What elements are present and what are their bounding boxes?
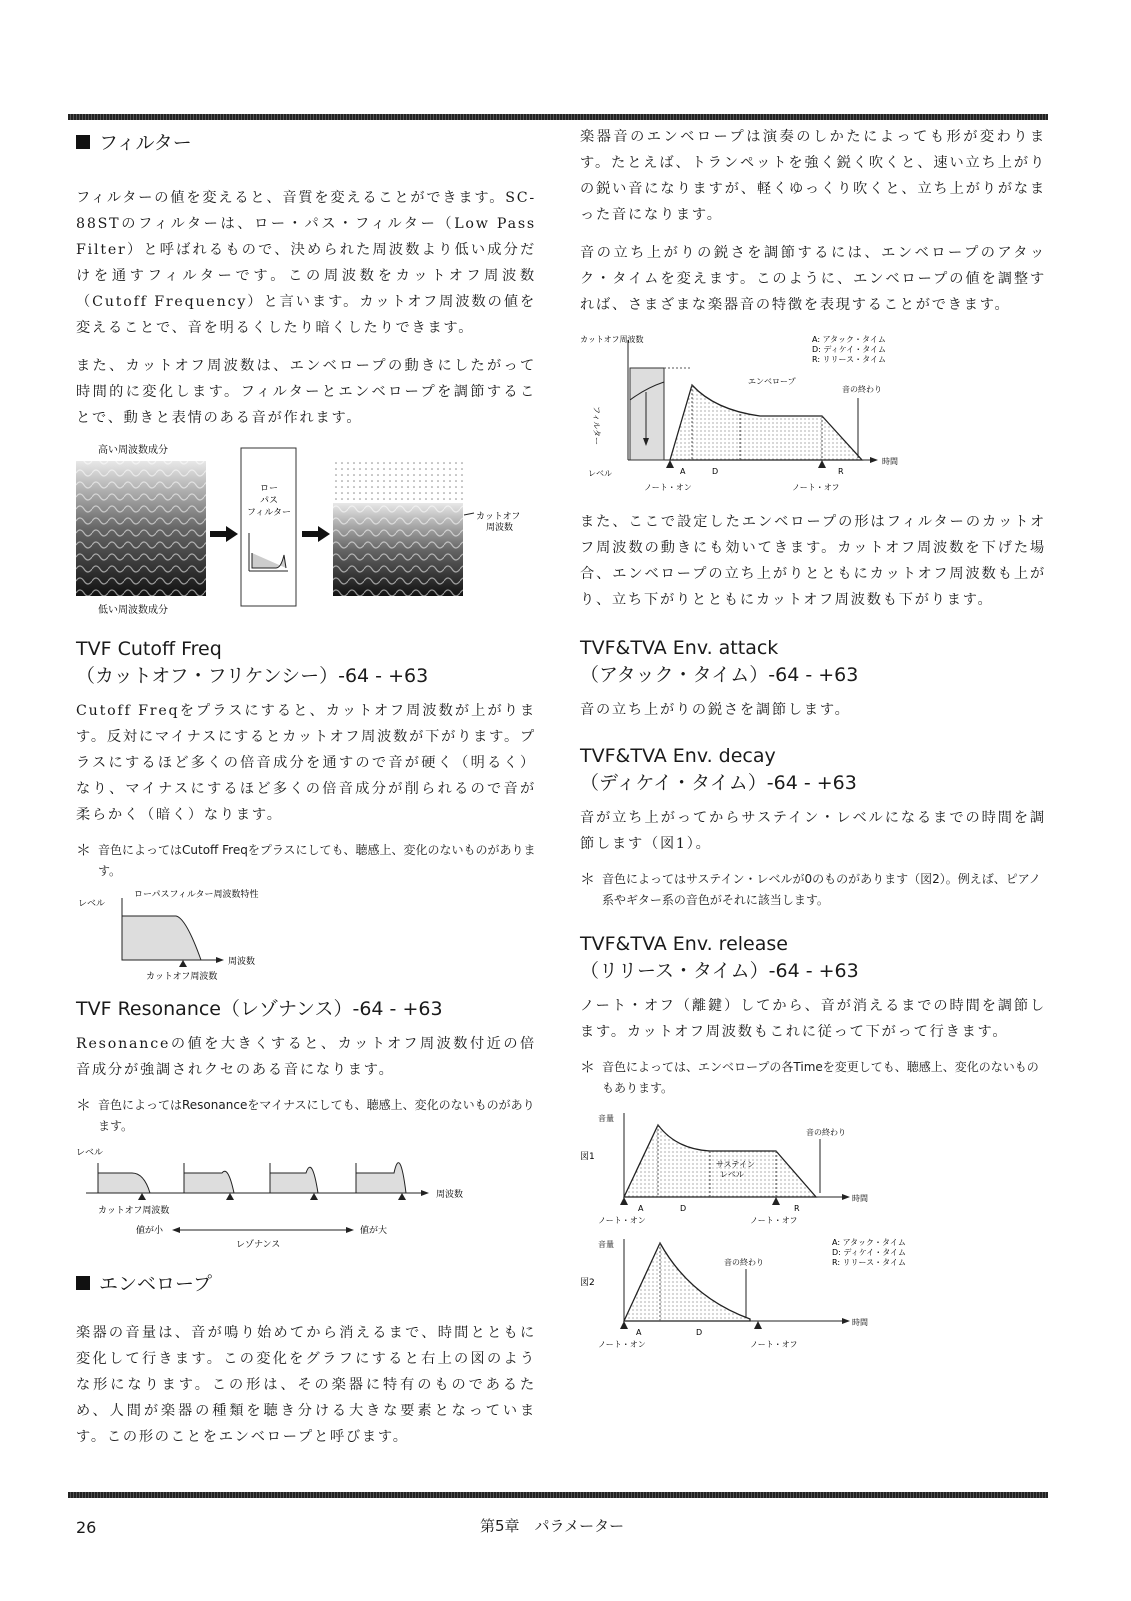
svg-text:レゾナンス: レゾナンス <box>236 1240 281 1250</box>
cutoff-marker-icon <box>179 960 187 967</box>
left-column <box>76 128 536 1462</box>
svg-text:パス: パス <box>259 496 279 506</box>
arrow-icon <box>302 526 330 542</box>
envelope-shape <box>624 1243 750 1321</box>
note-on-marker-icon <box>666 460 674 468</box>
svg-text:D: ディケイ・タイム: D: ディケイ・タイム <box>832 1248 907 1257</box>
response-curve <box>122 916 201 960</box>
page-number: 26 <box>76 1518 97 1537</box>
svg-text:D: D <box>696 1328 703 1337</box>
svg-text:サステイン: サステイン <box>716 1160 755 1169</box>
cutoff-title: TVF Cutoff Freq <box>76 638 222 660</box>
low-freq-label: 低い周波数成分 <box>98 605 168 616</box>
filter-paragraph-1: フィルターの値を変えると、音質を変えることができます。SC-88STのフィルターは、ロー・パス・フィルター（Low Pass Filter）と呼ばれるもので、決められた周波数より低い成分だけを通すフィルターです。この周波数をカットオフ周波数（Cutoff Frequency）と言います。カットオフ周波数の値を変えることで、音を明るくしたり暗くしたりできます。 <box>76 190 536 336</box>
square-bullet-icon <box>76 135 90 149</box>
resonance-note: ＊ 音色によってはResonanceをマイナスにしても、聴感上、変化のないものがあります。 <box>76 1096 535 1133</box>
resonance-figure <box>76 1143 496 1251</box>
envelope-paragraph-3: また、ここで設定したエンベロープの形はフィルターのカットオフ周波数の動きにも効いてきます。カットオフ周波数を下げた場合、エンベロープの立ち上がりとともにカットオフ周波数も上がり、立ち下がりとともにカットオフ周波数も下がります。 <box>580 514 1046 608</box>
envelope-filter-figure <box>580 330 1020 495</box>
svg-text:ノート・オフ: ノート・オフ <box>750 1216 798 1225</box>
filtered-top <box>333 461 463 503</box>
lowpass-response-figure <box>76 888 376 980</box>
svg-text:R: R <box>838 467 844 476</box>
release-note: ＊ 音色によっては、エンベロープの各Timeを変更しても、聴感上、変化のないものもあります。 <box>580 1058 1039 1095</box>
svg-text:D: ディケイ・タイム: D: ディケイ・タイム <box>812 345 887 354</box>
svg-text:カットオフ周波数: カットオフ周波数 <box>98 1206 170 1216</box>
svg-text:レベル: レベル <box>588 469 612 478</box>
svg-text:R: リリース・タイム: R: リリース・タイム <box>832 1258 906 1267</box>
svg-text:図1: 図1 <box>580 1152 595 1162</box>
svg-text:時間: 時間 <box>882 457 898 466</box>
svg-text:値が大: 値が大 <box>360 1226 388 1236</box>
svg-text:カットオフ周波数: カットオフ周波数 <box>146 972 218 980</box>
svg-text:レベル: レベル <box>78 899 106 909</box>
cutoff-paragraph: Cutoff Freqをプラスにすると、カットオフ周波数が上がります。反対にマイナスにするとカットオフ周波数が下がります。プラスにするほど多くの倍音成分を通すので音が硬く（明るく）なり、マイナスにするほど多くの倍音成分が削られるので音が柔らかく（暗く）なります。 <box>76 703 536 823</box>
envelope-paragraph-1: 楽器音のエンベロープは演奏のしかたによっても形が変わります。たとえば、トランペットを強く鋭く吹くと、速い立ち上がりの鋭い音になりますが、軽くゆっくり吹くと、立ち上がりがなまった音になります。 <box>580 129 1046 223</box>
svg-text:音量: 音量 <box>598 1240 614 1249</box>
svg-text:フィルター: フィルター <box>592 406 601 446</box>
arrow-icon <box>210 526 238 542</box>
svg-text:音の終わり: 音の終わり <box>806 1128 846 1137</box>
release-title: TVF&TVA Env. release <box>580 933 788 955</box>
release-subtitle: （リリース・タイム）-64 - +63 <box>580 960 859 982</box>
svg-text:周波数: 周波数 <box>486 523 514 533</box>
envelope-shape <box>670 385 862 460</box>
high-freq-label: 高い周波数成分 <box>98 445 168 456</box>
attack-title: TVF&TVA Env. attack <box>580 637 779 659</box>
svg-text:R: R <box>794 1204 800 1213</box>
svg-text:ノート・オフ: ノート・オフ <box>792 483 840 492</box>
svg-text:音の終わり: 音の終わり <box>842 385 882 394</box>
cutoff-note: ＊ 音色によってはCutoff Freqをプラスにしても、聴感上、変化のないものがあります。 <box>76 841 536 878</box>
svg-text:値が小: 値が小 <box>136 1226 164 1236</box>
svg-text:カットオフ: カットオフ <box>476 512 521 522</box>
bottom-rule <box>68 1492 1048 1498</box>
section-heading-filter: フィルター <box>76 128 536 155</box>
svg-text:音量: 音量 <box>598 1114 614 1123</box>
envelope-paragraph: 楽器の音量は、音が鳴り始めてから消えるまで、時間とともに変化して行きます。この変化をグラフにすると右上の図のような形になります。この形は、その楽器に特有のものであるため、人間が楽器の種類を聴き分ける大きな要素となっています。この形のことをエンベロープと呼びます。 <box>76 1325 536 1445</box>
svg-text:図2: 図2 <box>580 1278 595 1288</box>
right-column <box>580 124 1046 1353</box>
svg-text:A: アタック・タイム: A: アタック・タイム <box>832 1238 906 1247</box>
cutoff-bar <box>630 368 664 460</box>
svg-text:時間: 時間 <box>852 1194 868 1203</box>
decay-paragraph: 音が立ち上がってからサステイン・レベルになるまでの時間を調節します（図1）。 <box>580 810 1046 852</box>
svg-text:レベル: レベル <box>720 1170 744 1179</box>
lowpass-filter-figure <box>76 443 536 618</box>
decay-note: ＊ 音色によってはサステイン・レベルが0のものがあります（図2）。例えば、ピアノ系やギター系の音色がそれに該当します。 <box>580 870 1041 907</box>
resonance-title: TVF Resonance（レゾナンス）-64 - +63 <box>76 998 443 1020</box>
envelope-figure-1 <box>580 1107 1020 1229</box>
envelope-figure-2 <box>580 1233 1020 1353</box>
attack-subtitle: （アタック・タイム）-64 - +63 <box>580 664 859 686</box>
svg-text:フィルター: フィルター <box>247 508 291 518</box>
svg-text:ロー: ロー <box>259 484 279 494</box>
svg-text:時間: 時間 <box>852 1318 868 1327</box>
envelope-paragraph-2: 音の立ち上がりの鋭さを調節するには、エンベロープのアタック・タイムを変えます。このように、エンベロープの値を調整すれば、さまざまな楽器音の特徴を表現することができます。 <box>580 245 1046 313</box>
resonance-paragraph: Resonanceの値を大きくすると、カットオフ周波数付近の倍音成分が強調されクセのある音になります。 <box>76 1036 536 1078</box>
svg-text:ノート・オフ: ノート・オフ <box>750 1340 798 1349</box>
decay-title: TVF&TVA Env. decay <box>580 745 776 767</box>
svg-text:A: A <box>680 467 686 476</box>
svg-text:A: A <box>638 1204 644 1213</box>
svg-text:音の終わり: 音の終わり <box>724 1258 764 1267</box>
svg-text:エンベロープ: エンベロープ <box>748 377 796 386</box>
svg-text:ローパスフィルター周波数特性: ローパスフィルター周波数特性 <box>134 890 259 900</box>
svg-text:ノート・オン: ノート・オン <box>644 483 692 492</box>
top-rule <box>68 114 1048 120</box>
cutoff-subtitle: （カットオフ・フリケンシー）-64 - +63 <box>76 665 429 687</box>
svg-text:周波数: 周波数 <box>436 1190 464 1200</box>
svg-text:A: アタック・タイム: A: アタック・タイム <box>812 335 886 344</box>
filter-paragraph-2: また、カットオフ周波数は、エンベロープの動きにしたがって時間的に変化します。フィルターとエンベロープを調節することで、動きと表情のある音が作れます。 <box>76 358 536 426</box>
filter-box <box>241 448 296 606</box>
release-paragraph: ノート・オフ（離鍵）してから、音が消えるまでの時間を調節します。カットオフ周波数もこれに従って下がって行きます。 <box>580 998 1046 1040</box>
svg-text:R: リリース・タイム: R: リリース・タイム <box>812 355 886 364</box>
svg-text:ノート・オン: ノート・オン <box>598 1216 646 1225</box>
svg-text:A: A <box>636 1328 642 1337</box>
decay-subtitle: （ディケイ・タイム）-64 - +63 <box>580 772 857 794</box>
attack-paragraph: 音の立ち上がりの鋭さを調節します。 <box>580 702 851 718</box>
svg-text:D: D <box>680 1204 687 1213</box>
svg-text:周波数: 周波数 <box>228 957 256 967</box>
svg-text:D: D <box>712 467 719 476</box>
note-off-marker-icon <box>818 460 826 468</box>
svg-text:レベル: レベル <box>76 1148 104 1158</box>
square-bullet-icon <box>76 1276 90 1290</box>
svg-text:ノート・オン: ノート・オン <box>598 1340 646 1349</box>
section-heading-envelope: エンベロープ <box>76 1269 536 1296</box>
svg-text:カットオフ周波数: カットオフ周波数 <box>580 335 644 344</box>
chapter-title: 第5章 パラメーター <box>480 1517 625 1535</box>
